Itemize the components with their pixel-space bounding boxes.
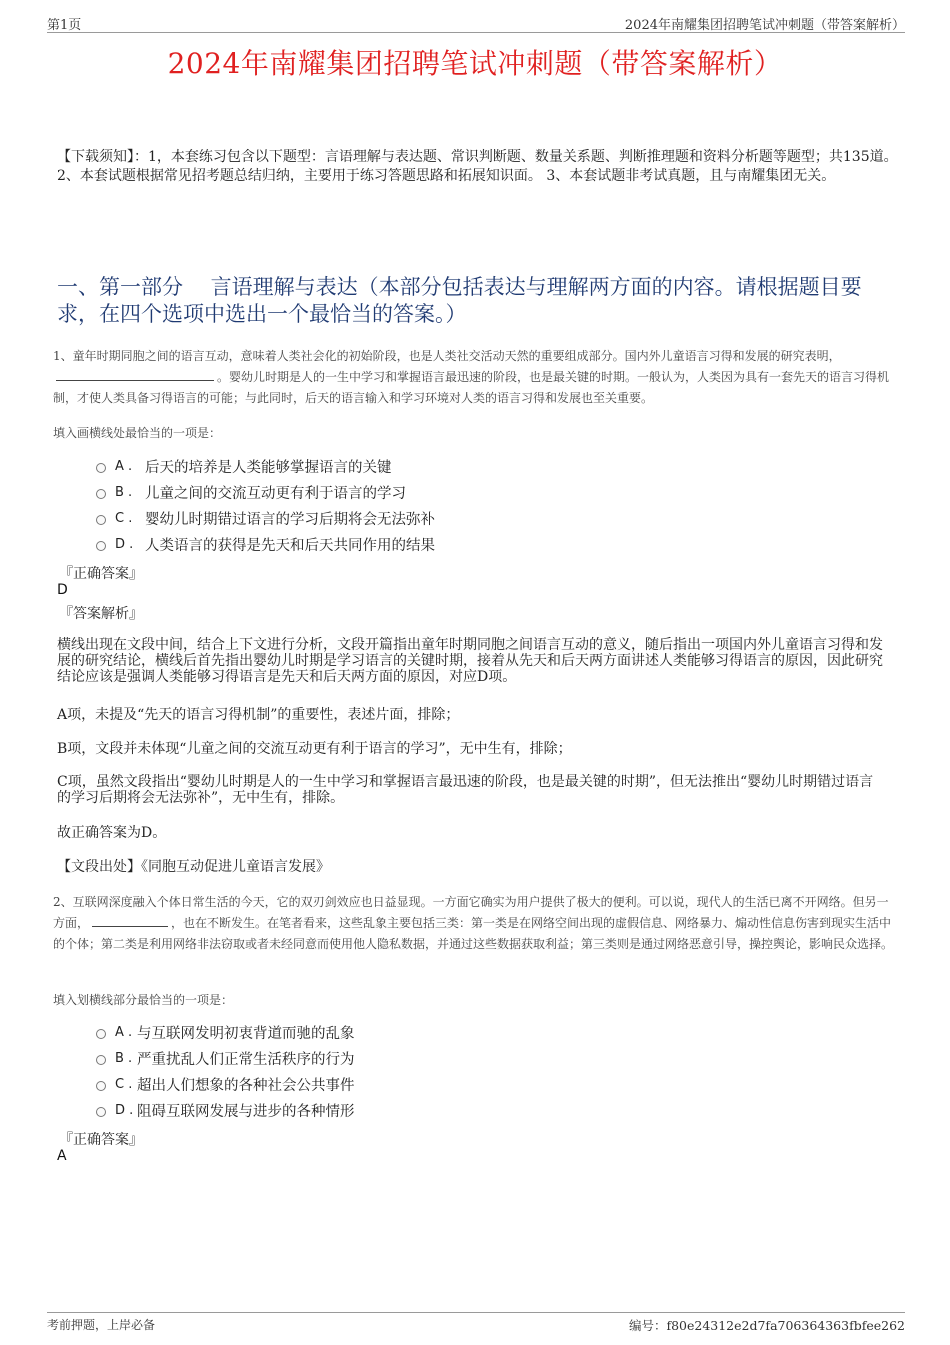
footer-slogan: 考前押题，上岸必备 bbox=[47, 1318, 156, 1332]
page-footer bbox=[47, 1312, 905, 1337]
analysis-paragraph: A项，未提及“先天的语言习得机制”的重要性，表述片面，排除； bbox=[57, 707, 460, 723]
page-title: 2024年南耀集团招聘笔试冲刺题（带答案解析） bbox=[167, 47, 783, 80]
option-a[interactable]: A . 后天的培养是人类能够掌握语言的关键 bbox=[96, 453, 435, 479]
analysis-paragraph: 横线出现在文段中间，结合上下文进行分析，文段开篇指出童年时期同胞之间语言互动的意义，随后指出一项国内外儿童语言习得和发展的研究结论，横线后首先指出婴幼儿时期是学习语言的关键时期，接着从先天和后天两方面讲述人类能够习得语言的原因，因此研究结论应该是强调人类能够习得语言是先天和后天两方面的原因，对应D项。 bbox=[57, 637, 883, 685]
download-notice: 【下载须知】：1，本套练习包含以下题型：言语理解与表达题、常识判断题、数量关系题、判断推理题和资料分析题等题型；共135道。 2、本套试题根据常见招考题总结归纳，主要用于练习答题思路和拓展知识面。 3、本套试题非考试真题，且与南耀集团无关。 bbox=[57, 149, 898, 184]
answer-label: 『正确答案』 bbox=[59, 1132, 143, 1148]
option-b[interactable]: B . 严重扰乱人们正常生活秩序的行为 bbox=[96, 1045, 355, 1071]
option-d[interactable]: D . 人类语言的获得是先天和后天共同作用的结果 bbox=[96, 531, 435, 557]
correct-answer: A bbox=[57, 1148, 67, 1164]
analysis-paragraph: C项，虽然文段指出“婴幼儿时期是人的一生中学习和掌握语言最迅速的阶段，也是最关键的时期”，但无法推出“婴幼儿时期错过语言的学习后期将会无法弥补”，无中生有，排除。 bbox=[57, 774, 874, 806]
page-header bbox=[47, 12, 905, 33]
option-d[interactable]: D . 阻碍互联网发展与进步的各种情形 bbox=[96, 1097, 355, 1123]
question-1-text: 1、童年时期同胞之间的语言互动，意味着人类社会化的初始阶段，也是人类社交活动天然的重要组成部分。国内外儿童语言习得和发展的研究表明，。婴幼儿时期是人的一生中学习和掌握语言最迅速的阶段，也是最关键的时期。一般认为，人类因为具有一套先天的语言习得机制，才使人类具备习得语言的可能；与此同时，后天的语言输入和学习环境对人类的语言习得和发展也至关重要。 bbox=[53, 349, 890, 405]
option-c[interactable]: C . 超出人们想象的各种社会公共事件 bbox=[96, 1071, 355, 1097]
analysis-conclusion: 故正确答案为D。 bbox=[57, 825, 167, 841]
analysis-label: 『答案解析』 bbox=[59, 606, 143, 622]
question-2-text: 2、互联网深度融入个体日常生活的今天，它的双刃剑效应也日益显现。一方面它确实为用户提供了极大的便利。可以说，现代人的生活已离不开网络。但另一方面， ，也在不断发生。在笔者看来，这些乱象主要包括三类：第一类是在网络空间出现的虚假信息、网络暴力、煽动性信息伤害到现实生活中的个体；第二类是利用网络非法窃取或者未经同意而使用他人隐私数据，并通过这些数据获取利益；第三类则是通过网络恶意引导，操控舆论，影响民众选择。 bbox=[53, 895, 894, 951]
option-a[interactable]: A . 与互联网发明初衷背道而驰的乱象 bbox=[96, 1019, 355, 1045]
option-c[interactable]: C . 婴幼儿时期错过语言的学习后期将会无法弥补 bbox=[96, 505, 435, 531]
radio-icon[interactable] bbox=[96, 515, 106, 525]
question-1-options bbox=[96, 453, 435, 557]
question-2-prompt: 填入划横线部分最恰当的一项是： bbox=[53, 993, 234, 1007]
question-1-prompt: 填入画横线处最恰当的一项是： bbox=[53, 426, 222, 440]
header-doc-title: 2024年南耀集团招聘笔试冲刺题（带答案解析） bbox=[624, 18, 905, 33]
correct-answer: D bbox=[57, 582, 68, 598]
question-2-options bbox=[96, 1019, 355, 1123]
radio-icon[interactable] bbox=[96, 463, 106, 473]
answer-label: 『正确答案』 bbox=[59, 566, 143, 582]
radio-icon[interactable] bbox=[96, 541, 106, 551]
analysis-paragraph: B项，文段并未体现“儿童之间的交流互动更有利于语言的学习”，无中生有，排除； bbox=[57, 741, 572, 757]
option-b[interactable]: B . 儿童之间的交流互动更有利于语言的学习 bbox=[96, 479, 435, 505]
fill-blank bbox=[56, 367, 214, 381]
page-number: 第1页 bbox=[47, 18, 82, 33]
section-heading: 一、第一部分 言语理解与表达（本部分包括表达与理解两方面的内容。请根据题目要求，在四个选项中选出一个最恰当的答案。） bbox=[57, 275, 862, 326]
fill-blank bbox=[92, 913, 168, 927]
document-id: 编号：f80e24312e2d7fa706364363fbfee262 bbox=[628, 1318, 905, 1333]
radio-icon[interactable] bbox=[96, 1081, 106, 1091]
radio-icon[interactable] bbox=[96, 1029, 106, 1039]
radio-icon[interactable] bbox=[96, 489, 106, 499]
radio-icon[interactable] bbox=[96, 1055, 106, 1065]
radio-icon[interactable] bbox=[96, 1107, 106, 1117]
source-citation: 【文段出处】《同胞互动促进儿童语言发展》 bbox=[57, 859, 330, 875]
